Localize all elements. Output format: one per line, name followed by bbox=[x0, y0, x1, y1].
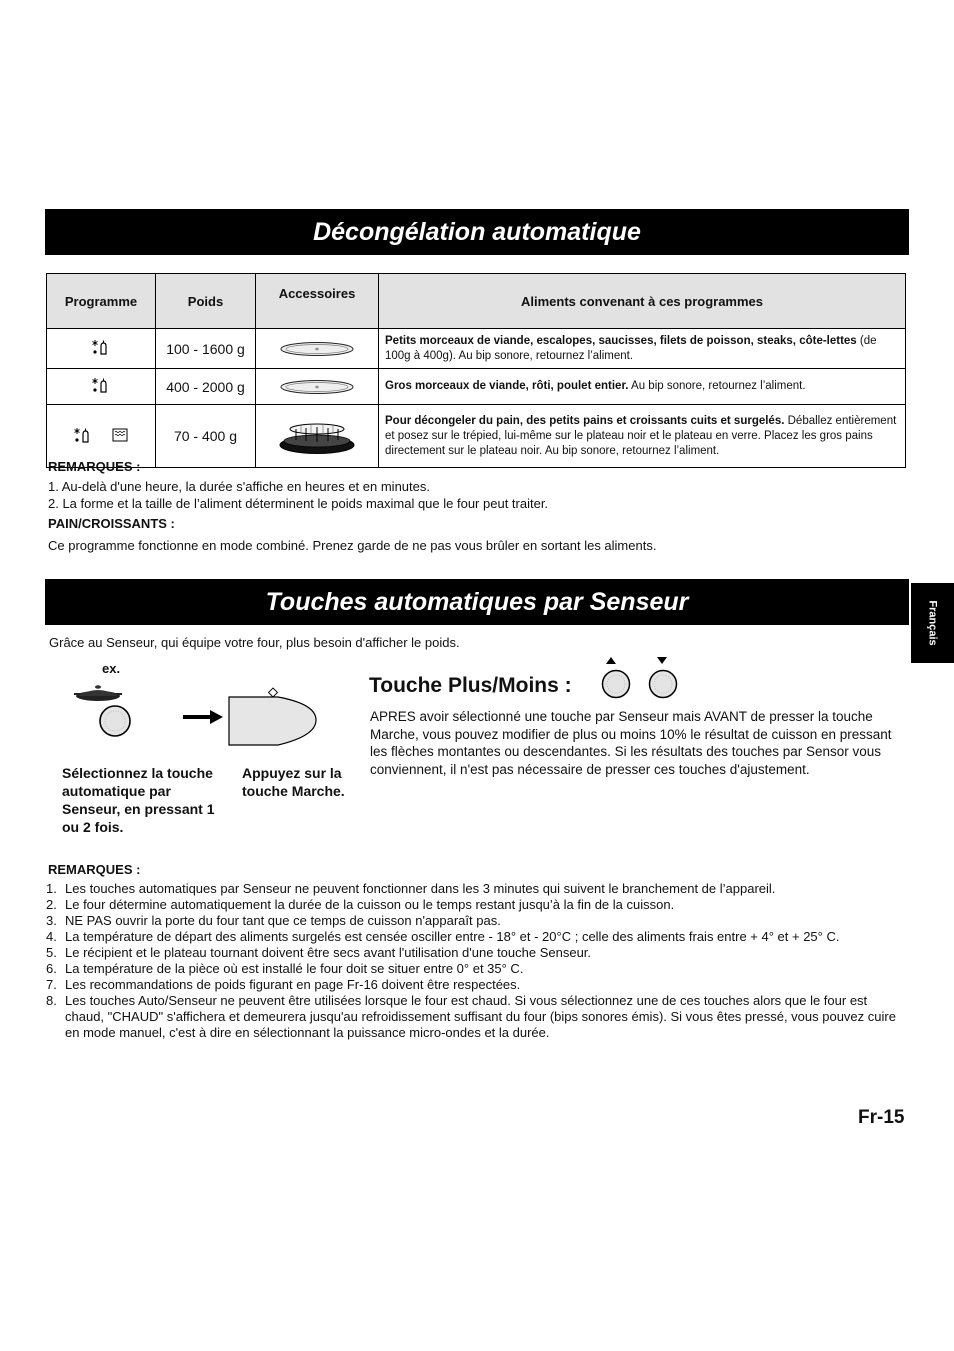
list-item bbox=[46, 993, 908, 1041]
table-row bbox=[47, 405, 906, 468]
plus-minus-buttons bbox=[597, 655, 681, 701]
item-text: La température de la pièce où est installé le four doit se situer entre 0° et 35° C. bbox=[65, 961, 524, 976]
example-label: ex. bbox=[102, 661, 121, 676]
sensor-button-illustration bbox=[72, 682, 138, 740]
item-text: La température de départ des aliments surgelés est censée osciller entre - 18° et - 20°C ; celle des aliments frais entre + 4° et + 25° C. bbox=[65, 929, 840, 944]
programme-cell bbox=[47, 329, 156, 369]
section-title-text: Décongélation automatique bbox=[313, 217, 641, 246]
poids-cell: 400 - 2000 g bbox=[156, 369, 256, 405]
section-title-text: Touches automatiques par Senseur bbox=[265, 587, 689, 616]
page-number: Fr-15 bbox=[858, 1107, 905, 1128]
rack-on-turntable-icon bbox=[279, 416, 355, 456]
column-header-programme: Programme bbox=[47, 274, 156, 329]
item-number: 5. bbox=[46, 945, 57, 960]
aliments-bold-text: Pour décongeler du pain, des petits pains et croissants cuits et surgelés. bbox=[385, 414, 785, 427]
language-tab-label: Français bbox=[926, 600, 939, 646]
aliments-cell bbox=[379, 405, 906, 468]
list-item: 1. Au-delà d'une heure, la durée s'affiche en heures et en minutes. bbox=[48, 479, 430, 494]
arrow-right-icon bbox=[182, 708, 224, 726]
start-button-icon bbox=[226, 686, 320, 748]
aliments-cell bbox=[379, 329, 906, 369]
item-number: 6. bbox=[46, 961, 57, 976]
list-item bbox=[46, 897, 908, 913]
minus-button-icon bbox=[650, 657, 677, 698]
accessory-cell bbox=[256, 405, 379, 468]
table-row bbox=[47, 369, 906, 405]
plus-button-icon bbox=[603, 657, 630, 698]
defrost-bread-icon bbox=[74, 426, 92, 444]
plus-moins-title: Touche Plus/Moins : bbox=[369, 674, 572, 697]
defrost-small-icon bbox=[92, 338, 110, 356]
combination-oven-icon bbox=[112, 428, 128, 442]
item-number: 3. bbox=[46, 913, 57, 928]
language-tab bbox=[911, 583, 954, 663]
plus-moins-text: APRES avoir sélectionné une touche par Senseur mais AVANT de presser la touche Marche, vous pouvez modifier de plus ou moins 10% le résultat de cuisson en pressant les flèches montantes ou descendantes. Si les résultats des touches par Sensor vous conviennent, il n'est pas nécessaire de presser ces touches d'ajustement. bbox=[370, 709, 892, 777]
remarques-list bbox=[48, 478, 908, 512]
turntable-icon bbox=[279, 378, 355, 396]
sensor-button-icon bbox=[100, 706, 130, 736]
column-header-poids: Poids bbox=[156, 274, 256, 329]
programme-pictograms bbox=[74, 426, 128, 444]
senseur-remarques-list bbox=[46, 881, 908, 1041]
list-item bbox=[46, 929, 908, 945]
pain-croissants-heading: PAIN/CROISSANTS : bbox=[48, 516, 175, 531]
senseur-intro: Grâce au Senseur, qui équipe votre four, plus besoin d'afficher le poids. bbox=[49, 635, 460, 650]
item-number: 8. bbox=[46, 993, 57, 1008]
table-row bbox=[47, 329, 906, 369]
aliments-text: Déballez entièrement et posez sur le trépied, lui-même sur le plateau noir et le plateau en verre. Placez les gros pains directement sur le plateau noir. Au bip sonore, retournez l’aliment. bbox=[385, 414, 897, 457]
item-text: Les touches Auto/Senseur ne peuvent être utilisées lorsque le four est chaud. Si vous sélectionnez une de ces touches alors que le four est chaud, "CHAUD" s'affichera et demeurera jusqu'au refroidissement suffisant du four (bips sonores émis). Si vous êtes pressé, vous pouvez cuire en mode manuel, c'est à dire en sélectionnant la puissance micro-ondes et la durée. bbox=[65, 993, 896, 1040]
aliments-cell bbox=[379, 369, 906, 405]
item-text: Le four détermine automatiquement la durée de la cuisson ou le temps restant jusqu’à la fin de la cuisson. bbox=[65, 897, 675, 912]
defrost-program-table bbox=[46, 273, 906, 468]
pain-croissants-text: Ce programme fonctionne en mode combiné. Prenez garde de ne pas vous brûler en sortant les aliments. bbox=[48, 538, 657, 553]
accessory-cell bbox=[256, 329, 379, 369]
aliments-bold-text: Gros morceaux de viande, rôti, poulet entier. bbox=[385, 380, 629, 392]
list-item bbox=[46, 961, 908, 977]
item-number: 1. bbox=[46, 881, 57, 896]
section-title-senseur bbox=[45, 579, 909, 625]
poids-cell: 100 - 1600 g bbox=[156, 329, 256, 369]
table-header-row bbox=[47, 274, 906, 329]
defrost-large-icon bbox=[92, 376, 110, 394]
remarques-heading: REMARQUES : bbox=[48, 459, 141, 474]
list-item bbox=[46, 977, 908, 993]
item-text: Le récipient et le plateau tournant doivent être secs avant l'utilisation d'une touche Senseur. bbox=[65, 945, 592, 960]
item-number: 2. bbox=[46, 897, 57, 912]
press-start-caption: Appuyez sur la touche Marche. bbox=[242, 765, 345, 799]
list-item bbox=[46, 881, 908, 897]
item-text: NE PAS ouvrir la porte du four tant que ce temps de cuisson n'apparaît pas. bbox=[65, 913, 501, 928]
aliments-text: (de 100g à 400g). Au bip sonore, retournez l’aliment. bbox=[385, 334, 877, 362]
column-header-aliments: Aliments convenant à ces programmes bbox=[379, 274, 906, 329]
item-number: 4. bbox=[46, 929, 57, 944]
section-title-decongelation bbox=[45, 209, 909, 255]
turntable-icon bbox=[279, 340, 355, 358]
covered-dish-icon bbox=[74, 685, 122, 701]
remarques-heading: REMARQUES : bbox=[48, 862, 141, 877]
column-header-accessoires: Accessoires bbox=[256, 274, 379, 329]
list-item: 2. La forme et la taille de l’aliment déterminent le poids maximal que le four peut traiter. bbox=[48, 496, 549, 511]
aliments-bold-text: Petits morceaux de viande, escalopes, saucisses, filets de poisson, steaks, côte-lettes bbox=[385, 334, 857, 347]
aliments-text: Au bip sonore, retournez l’aliment. bbox=[628, 380, 806, 392]
item-text: Les recommandations de poids figurant en page Fr-16 doivent être respectées. bbox=[65, 977, 521, 992]
select-sensor-caption: Sélectionnez la touche automatique par Senseur, en pressant 1 ou 2 fois. bbox=[62, 765, 215, 835]
poids-cell: 70 - 400 g bbox=[156, 405, 256, 468]
accessory-cell bbox=[256, 369, 379, 405]
item-text: Les touches automatiques par Senseur ne peuvent fonctionner dans les 3 minutes qui suivent le branchement de l’appareil. bbox=[65, 881, 776, 896]
programme-cell bbox=[47, 369, 156, 405]
list-item bbox=[46, 913, 908, 929]
list-item bbox=[46, 945, 908, 961]
item-number: 7. bbox=[46, 977, 57, 992]
